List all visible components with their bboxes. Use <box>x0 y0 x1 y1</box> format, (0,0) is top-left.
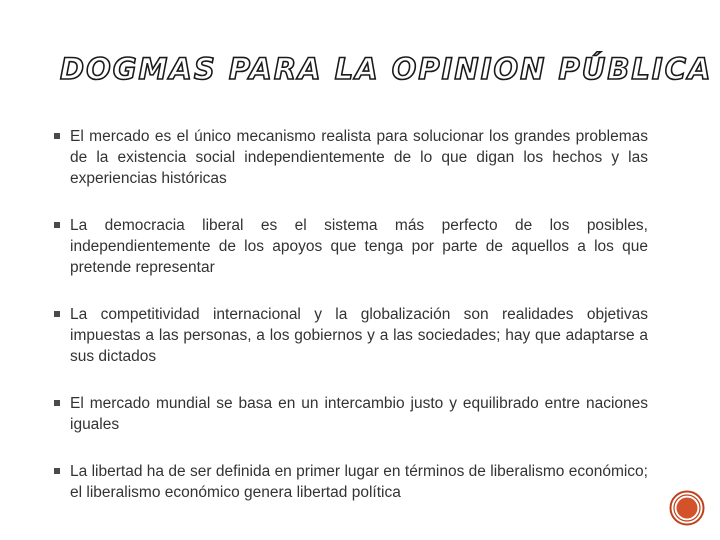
square-bullet-icon <box>54 400 60 406</box>
bullet-text: El mercado es el único mecanismo realista para solucionar los grandes problemas de la existencia social independientemente de lo que digan los hechos y las experiencias históricas <box>70 128 648 187</box>
bullet-text: La competitividad internacional y la globalización son realidades objetivas impuestas a las personas, a los gobiernos y a las sociedades; hay que adaptarse a sus dictados <box>70 306 648 365</box>
bullet-item <box>54 126 648 189</box>
square-bullet-icon <box>54 133 60 139</box>
slide-title: DOGMAS PARA LA OPINION PÚBLICA <box>60 52 713 86</box>
bullet-item <box>54 393 648 435</box>
bullet-text: La democracia liberal es el sistema más perfecto de los posibles, independientemente de los apoyos que tenga por parte de aquellos a los que pretende representar <box>70 217 648 276</box>
circular-badge-icon <box>669 490 705 526</box>
badge-core <box>677 498 698 519</box>
bullet-item <box>54 461 648 503</box>
bullet-item <box>54 215 648 278</box>
square-bullet-icon <box>54 468 60 474</box>
bullet-text: El mercado mundial se basa en un intercambio justo y equilibrado entre naciones iguales <box>70 395 648 433</box>
bullet-list <box>54 126 648 503</box>
square-bullet-icon <box>54 311 60 317</box>
square-bullet-icon <box>54 222 60 228</box>
bullet-item <box>54 304 648 367</box>
bullet-text: La libertad ha de ser definida en primer lugar en términos de liberalismo económico; el liberalismo económico genera libertad política <box>70 463 648 501</box>
